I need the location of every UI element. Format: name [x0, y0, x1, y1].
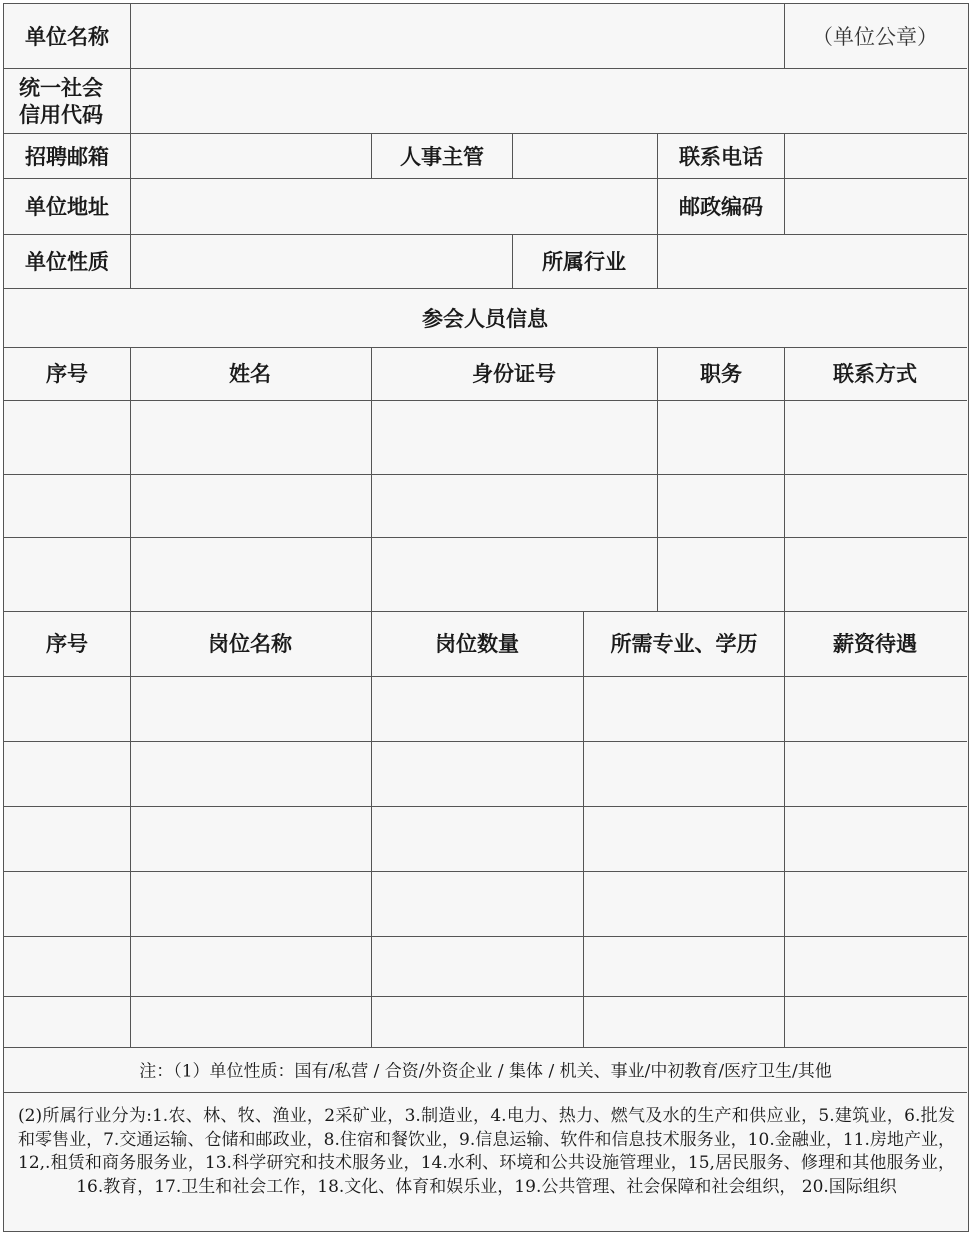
position-row-2[interactable] — [4, 742, 967, 806]
position-header-index: 序号 — [46, 631, 88, 656]
attendee-row-3[interactable] — [4, 538, 967, 611]
note-company-nature: 注：（1）单位性质：国有/私营 / 合资/外资企业 / 集体 / 机关、事业/中初教育/医疗卫生/其他 — [139, 1061, 832, 1082]
position-header-count: 岗位数量 — [435, 631, 519, 656]
address-label: 单位地址 — [25, 194, 109, 219]
attendee-header-name: 姓名 — [229, 361, 271, 386]
industry-label: 所属行业 — [542, 249, 626, 274]
postcode-label: 邮政编码 — [679, 194, 763, 219]
credit-code-field[interactable] — [131, 69, 967, 133]
attendee-row-2[interactable] — [4, 475, 967, 537]
phone-field[interactable] — [785, 134, 967, 178]
attendees-section-title: 参会人员信息 — [422, 306, 548, 331]
company-nature-field[interactable] — [131, 235, 512, 288]
position-row-1[interactable] — [4, 677, 967, 741]
registration-form — [3, 3, 969, 1232]
attendee-header-contact: 联系方式 — [833, 361, 917, 386]
postcode-field[interactable] — [785, 179, 967, 234]
company-seal-placeholder: （单位公章） — [812, 25, 938, 49]
position-row-5[interactable] — [4, 937, 967, 996]
attendee-header-index: 序号 — [46, 361, 88, 386]
company-nature-label: 单位性质 — [25, 249, 109, 274]
position-row-4[interactable] — [4, 872, 967, 936]
industry-field[interactable] — [658, 235, 967, 288]
phone-label: 联系电话 — [679, 144, 763, 169]
attendee-header-id-number: 身份证号 — [472, 361, 556, 386]
attendee-row-1[interactable] — [4, 401, 967, 474]
email-field[interactable] — [131, 134, 371, 178]
hr-manager-field[interactable] — [513, 134, 657, 178]
position-header-requirements: 所需专业、学历 — [610, 631, 758, 656]
position-row-3[interactable] — [4, 807, 967, 871]
company-name-field[interactable] — [131, 4, 784, 68]
credit-code-label: 统一社会 信用代码 — [19, 75, 103, 127]
email-label: 招聘邮箱 — [25, 144, 109, 169]
position-header-name: 岗位名称 — [208, 631, 292, 656]
position-row-6[interactable] — [4, 997, 967, 1047]
note-industry-categories: (2)所属行业分为:1.农、林、牧、渔业，2采矿业，3.制造业，4.电力、热力、燃气及水的生产和供应业，5.建筑业，6.批发和零售业，7.交通运输、仓储和邮政业，8.住宿和餐饮业，9.信息运输、软件和信息技术服务业，10.金融业，11.房地产业，12,.租赁和商务服务业，13.科学研究和技术服务业，14.水利、环境和公共设施管理业，15,居民服务、修理和其他服务业，16.教育，17.卫生和社会工作，18.文化、体育和娱乐业，19.公共管理、社会保障和社会组织， 20.国际组织 — [18, 1106, 955, 1197]
attendee-header-title: 职务 — [700, 361, 742, 386]
position-header-salary: 薪资待遇 — [833, 631, 917, 656]
address-field[interactable] — [131, 179, 657, 234]
hr-manager-label: 人事主管 — [400, 144, 484, 169]
company-name-label: 单位名称 — [25, 24, 109, 49]
